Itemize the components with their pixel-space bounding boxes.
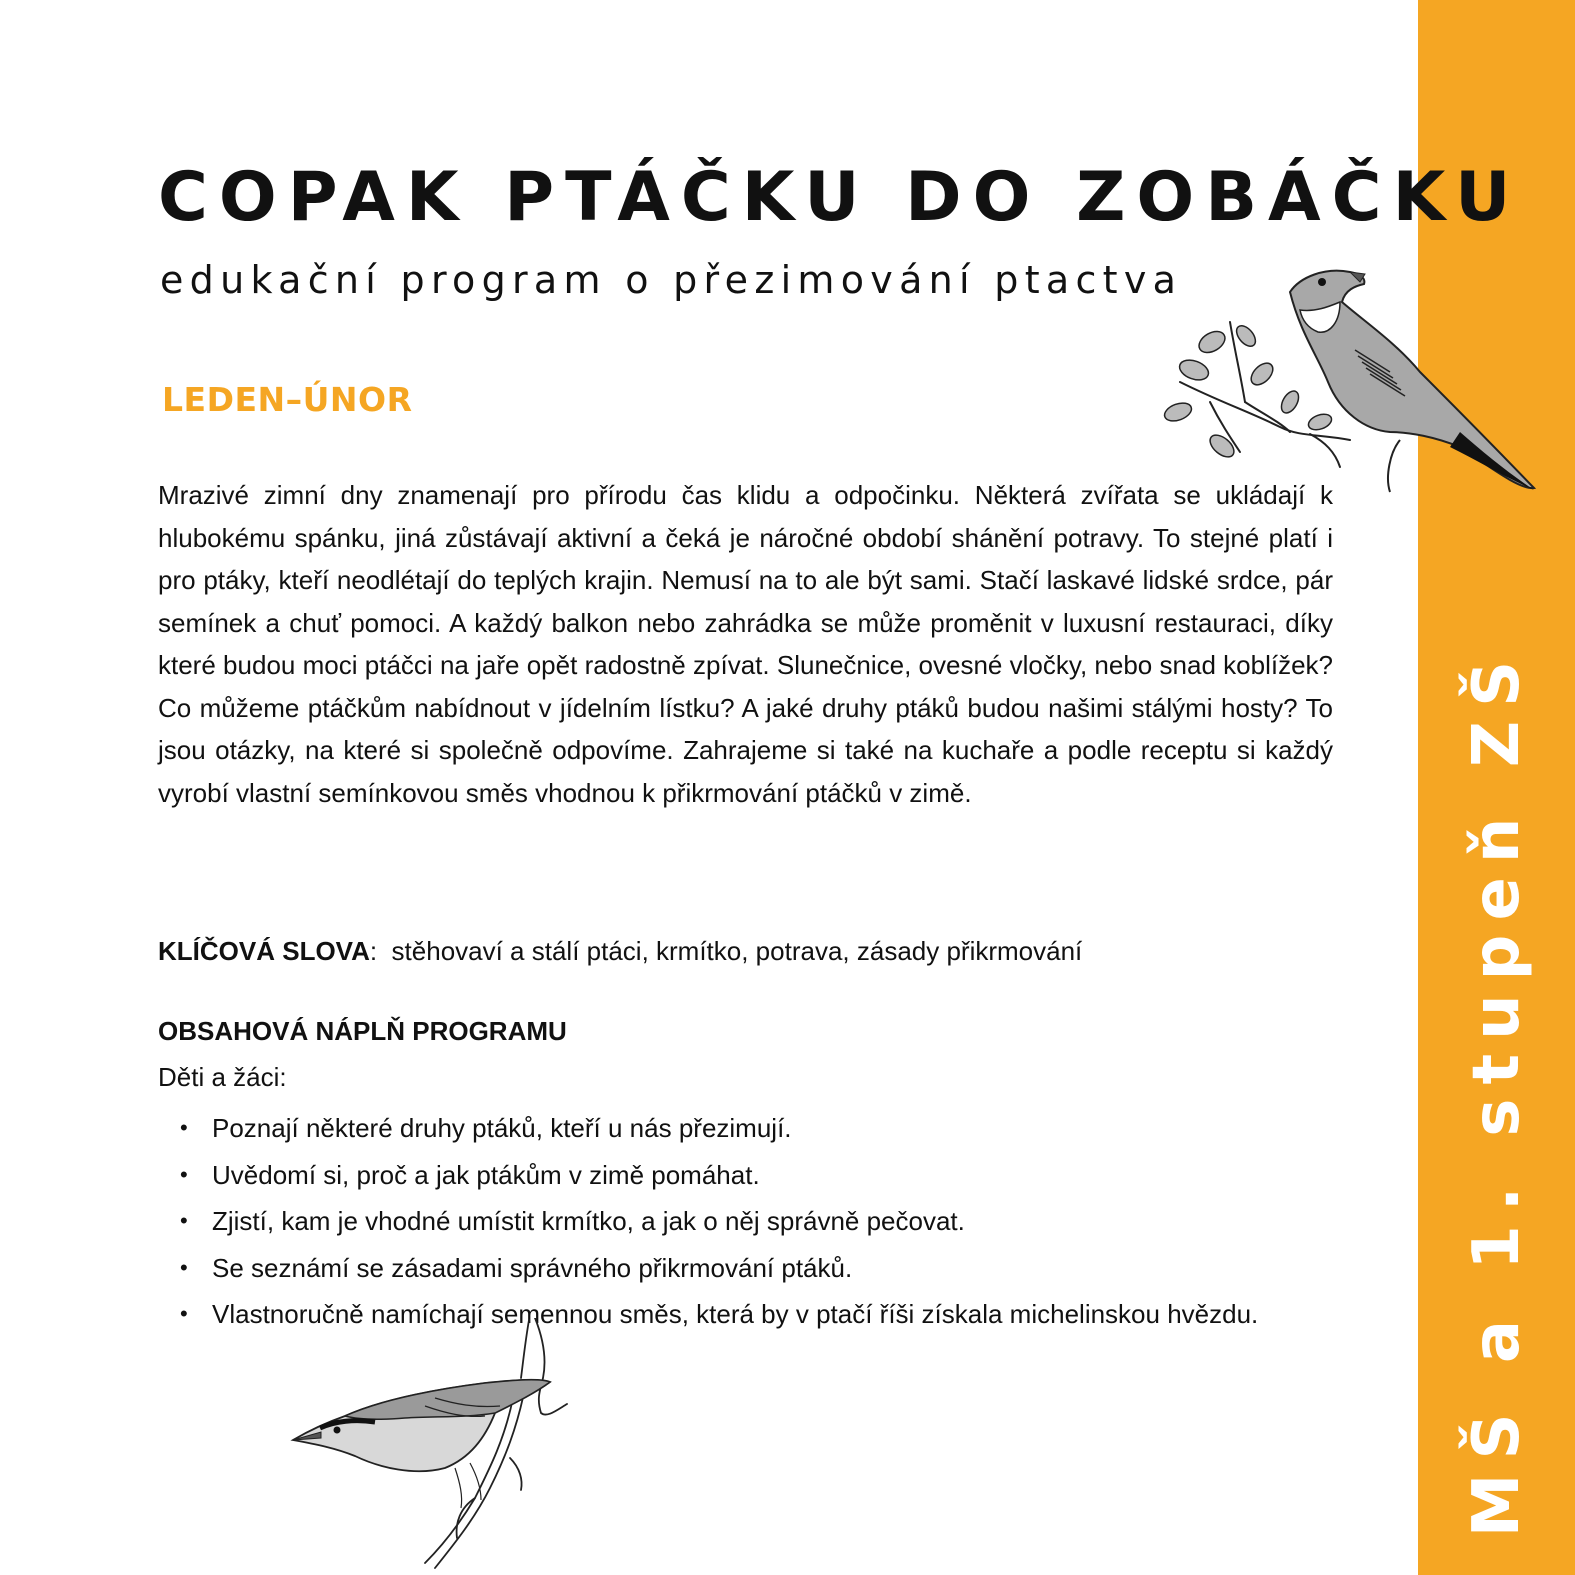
list-item — [180, 1246, 1356, 1290]
bullet: • — [180, 1115, 188, 1140]
nuthatch-illustration — [285, 1318, 585, 1575]
jay-illustration — [1150, 262, 1540, 498]
list-item — [180, 1106, 1356, 1150]
program-title: COPAK PTÁČKU DO ZOBÁČKU — [158, 158, 1522, 237]
content-intro: Děti a žáci: — [158, 1062, 287, 1092]
program-subtitle: edukační program o přezimování ptactva — [160, 258, 1183, 302]
bullet: • — [180, 1254, 188, 1280]
list-item-text: Uvědomí si, proč a jak ptákům v zimě pomáhat. — [212, 1159, 760, 1190]
list-item-text: Vlastnoručně namíchají semennou směs, která by v ptačí říši získala michelinskou hvězdu. — [212, 1299, 1259, 1329]
keywords-text: stěhovaví a stálí ptáci, krmítko, potrava, zásady přikrmování — [391, 936, 1083, 966]
bullet: • — [180, 1208, 188, 1233]
keywords-line — [158, 936, 1082, 967]
audience-label: MŠ a 1. stupeň ZŠ — [1460, 646, 1534, 1538]
bullet: • — [180, 1161, 188, 1187]
keywords-label: KLÍČOVÁ SLOVA — [158, 936, 370, 966]
list-item — [180, 1199, 1356, 1243]
goals-list — [180, 1106, 1356, 1339]
list-item — [180, 1153, 1356, 1197]
content-heading: OBSAHOVÁ NÁPLŇ PROGRAMU — [158, 1016, 567, 1046]
program-description: Mrazivé zimní dny znamenají pro přírodu čas klidu a odpočinku. Některá zvířata se ukládají k hlubokému spánku, jiná zůstávají aktivní a čeká je náročné období shánění potravy. To stejné platí i pro ptáky, kteří neodlétají do teplých krajin. Nemusí na to ale být sami. Stačí laskavé lidské srdce, pár semínek a chuť pomoci. A každý balkon nebo zahrádka se může proměnit v luxusní restauraci, díky které budou moci ptáčci na jaře opět radostně zpívat. Slunečnice, ovesné vločky, nebo snad koblížek? Co můžeme ptáčkům nabídnout v jídelním lístku? A jaké druhy ptáků budou našimi stálými hosty? To jsou otázky, na které si společně odpovíme. Zahrajeme si také na kuchaře a podle receptu si každý vyrobí vlastní semínkovou směs vhodnou k přikrmování ptáčků v zimě. — [158, 480, 1333, 808]
season-heading: LEDEN–ÚNOR — [162, 380, 413, 419]
bullet: • — [180, 1301, 188, 1326]
keywords-separator: : — [369, 936, 378, 966]
list-item-text: Poznají některé druhy ptáků, kteří u nás přezimují. — [212, 1113, 792, 1143]
list-item-text: Zjistí, kam je vhodné umístit krmítko, a jak o něj správně pečovat. — [212, 1206, 965, 1236]
list-item-text: Se seznámí se zásadami správného přikrmování ptáků. — [212, 1252, 853, 1283]
